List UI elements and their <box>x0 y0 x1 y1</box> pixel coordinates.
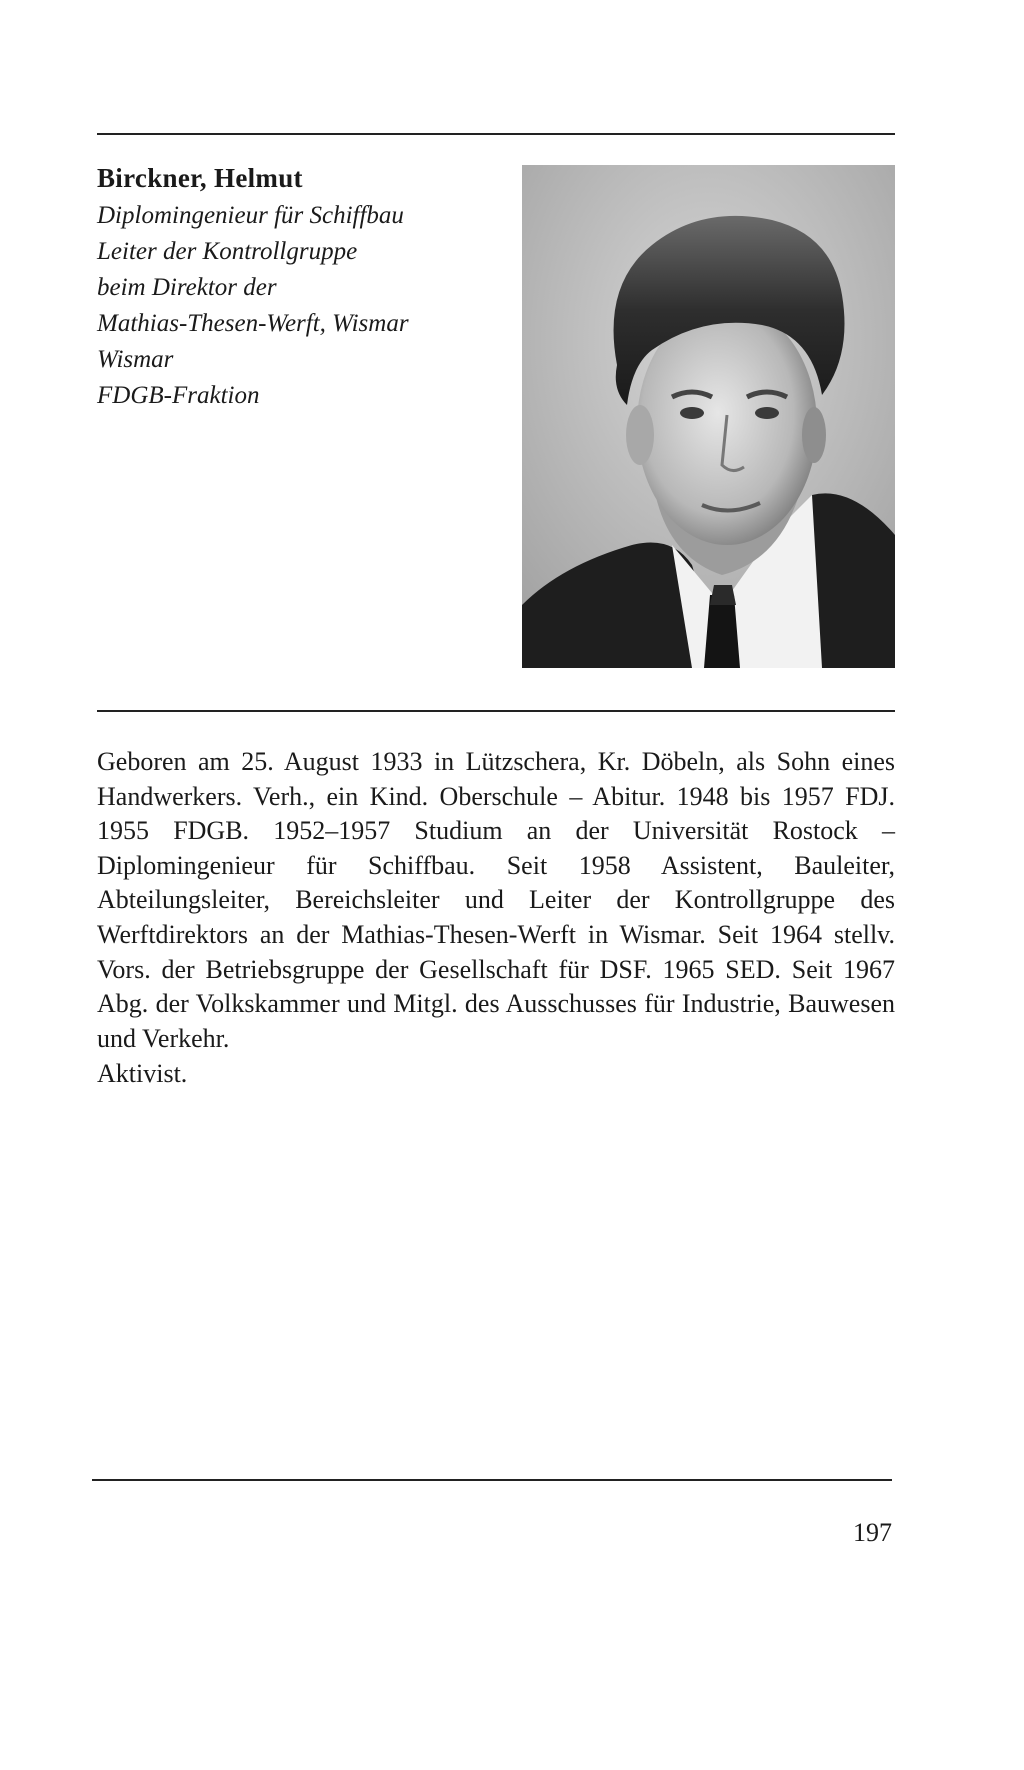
page-number: 197 <box>853 1518 892 1547</box>
person-role-line: Wismar <box>97 346 174 373</box>
biography-closing: Aktivist. <box>97 1059 188 1088</box>
person-role-line: FDGB-Fraktion <box>97 382 260 409</box>
person-name: Birckner, Helmut <box>97 163 303 193</box>
biography-text: Geboren am 25. August 1933 in Lützschera, Kr. Döbeln, als Sohn eines Handwerkers. Verh., ein Kind. Oberschule – Abitur. 1948 bis 1957 FDJ. 1955 FDGB. 1952–1957 Studium an der Universität Rostock – Diplomingenieur für Schiffbau. Seit 1958 Assistent, Bauleiter, Abteilungsleiter, Bereichsleiter und Leiter der Kontrollgruppe des Werftdirektors an der Mathias-Thesen-Werft in Wismar. Seit 1964 stellv. Vors. der Betriebsgruppe der Gesellschaft für DSF. 1965 SED. Seit 1967 Abg. der Volkskammer und Mitgl. des Ausschusses für Industrie, Bauwesen und Verkehr. <box>97 747 895 1053</box>
middle-rule <box>97 710 895 712</box>
portrait-illustration <box>522 165 895 668</box>
portrait-photo <box>522 165 895 668</box>
person-header <box>97 160 517 414</box>
person-role-line: Mathias-Thesen-Werft, Wismar <box>97 310 409 337</box>
top-rule <box>97 133 895 135</box>
person-role-line: Diplomingenieur für Schiffbau <box>97 202 404 229</box>
person-role-line: Leiter der Kontrollgruppe <box>97 238 358 265</box>
person-role-line: beim Direktor der <box>97 274 277 301</box>
bottom-rule <box>92 1479 892 1481</box>
